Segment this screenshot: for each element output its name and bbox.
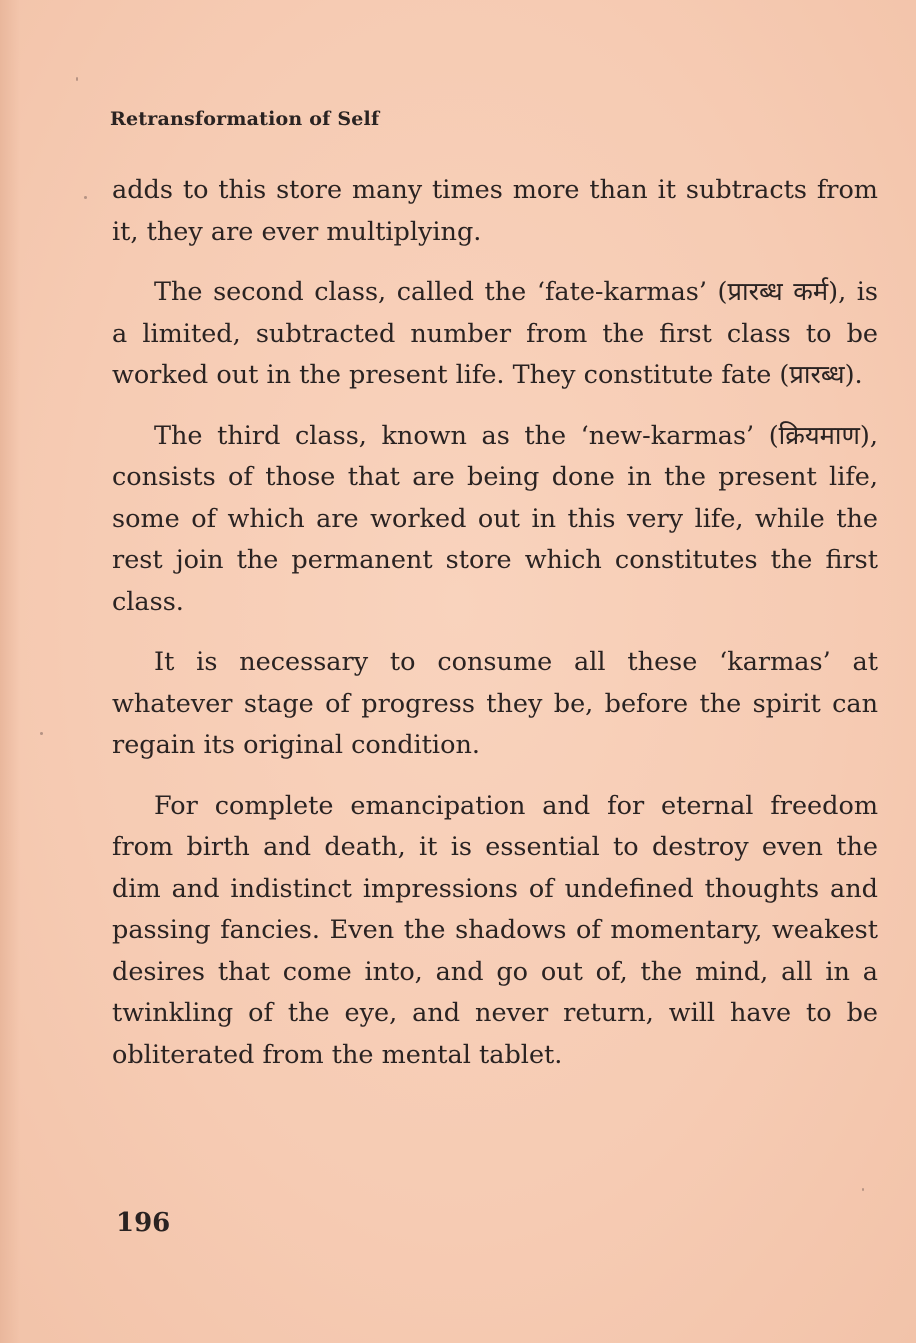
paper-speck bbox=[862, 1188, 864, 1191]
page-number: 196 bbox=[116, 1208, 171, 1238]
paragraph-consume-karmas: It is necessary to consume all these ‘karmas’ at whatever stage of progress they be, before the spirit can regain its original condition. bbox=[112, 647, 878, 760]
paper-speck bbox=[76, 77, 78, 81]
paragraph-fate-karmas: The second class, called the ‘fate-karmas’ (प्रारब्ध कर्म), is a limited, subtracted number from the first class to be worked out in the present life. They constitute fate (प्रारब्ध). bbox=[112, 277, 878, 390]
paragraph-continuation: adds to this store many times more than it subtracts from it, they are ever multiplying. bbox=[112, 175, 878, 247]
page-gutter-shadow bbox=[0, 0, 20, 1343]
paper-speck bbox=[40, 732, 43, 735]
paragraph-emancipation: For complete emancipation and for eternal freedom from birth and death, it is essential to destroy even the dim and indistinct impressions of undefined thoughts and passing fancies. Even the shadows of momentary, weakest desires that come into, and go out of, the mind, all in a twinkling of the eye, and never return, will have to be obliterated from the mental tablet. bbox=[112, 790, 878, 1070]
paper-speck bbox=[84, 196, 87, 199]
paragraph-new-karmas: The third class, known as the ‘new-karmas’ (क्रियमाण), consists of those that are being done in the present life, some of which are worked out in this very life, while the rest join the permanent store which constitutes the first class. bbox=[112, 420, 878, 617]
running-head: Retransformation of Self bbox=[110, 108, 380, 130]
body-text bbox=[112, 170, 878, 1076]
